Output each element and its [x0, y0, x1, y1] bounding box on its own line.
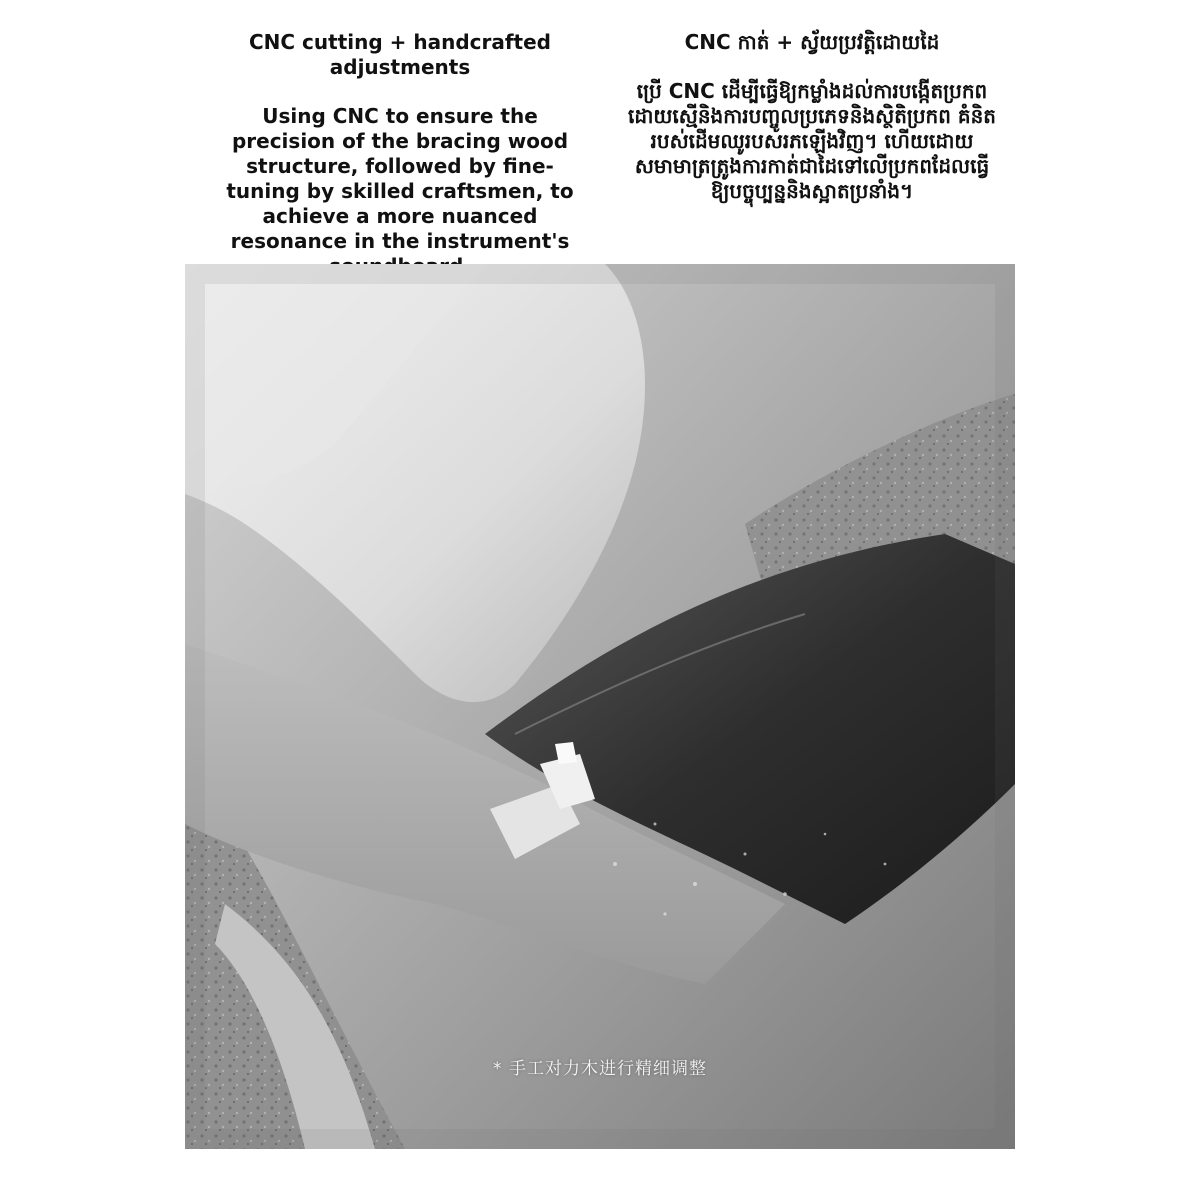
craftsman-photo: [185, 264, 1015, 1149]
photo-illustration: [185, 264, 1015, 1149]
english-text-block: [210, 30, 590, 279]
khmer-paragraph: ប្រើ CNC ដើម្បីធ្វើឱ្យកម្លាំងដល់ការបង្កើតប្រកព ដោយស្មើនិងការបញ្ចូលប្រភេទនិងស្ថិតិប្រកព គំនិតរបស់ដើមឈូរបសរភ​ឡើងវិញ។ ហើយដោយ សមាមាត្រត្រូងការកាត់ជាដៃទៅលើប្រកពដែលធ្វើ ឱ្យបច្ចុប្បន្ននិងស្អាតប្រនាំង។: [628, 79, 996, 203]
khmer-heading: CNC កាត់ + ស្វ័យប្រវត្តិដោយដៃ: [684, 30, 940, 54]
english-heading: CNC cutting + handcrafted adjustments: [248, 30, 551, 79]
khmer-text-block: [612, 30, 1012, 204]
photo-caption: * 手工对力木进行精细调整: [493, 1059, 707, 1079]
english-paragraph: Using CNC to ensure the precision of the bracing wood structure, followed by fine-tuning by skilled craftsmen, to achieve a more nuanced resonance in the instrument's: [226, 104, 574, 253]
